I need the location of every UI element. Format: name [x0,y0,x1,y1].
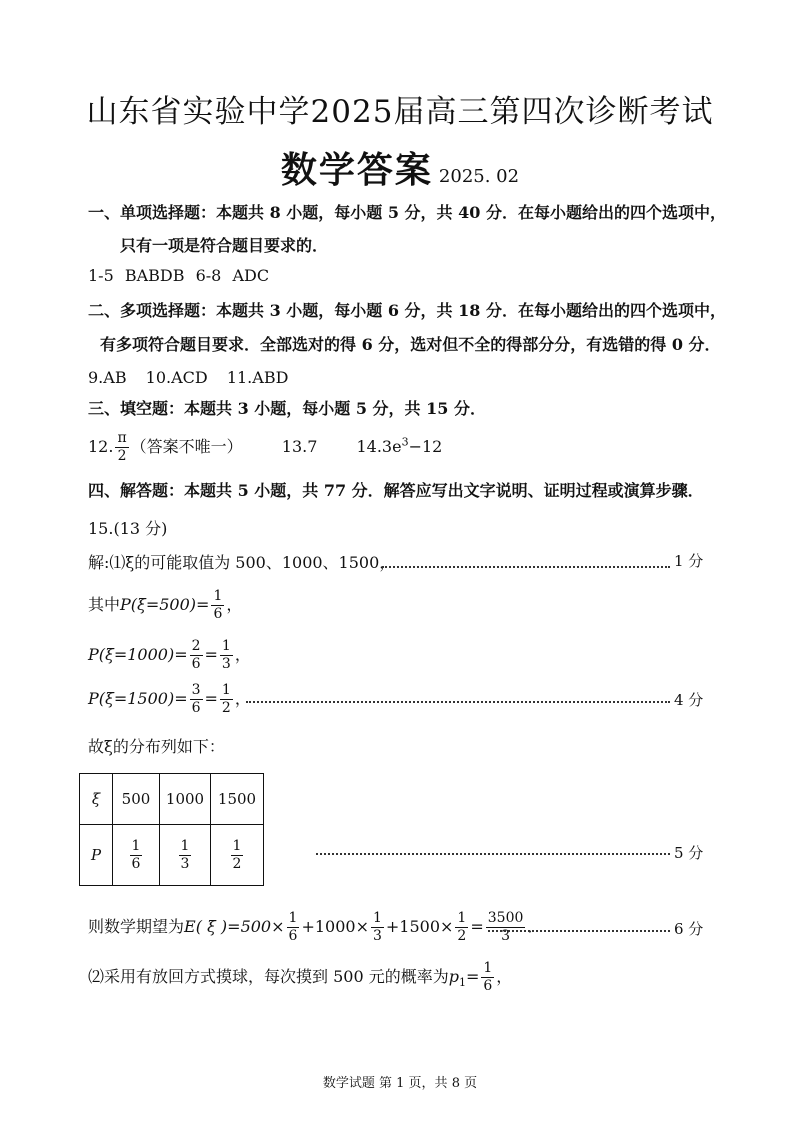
p1-frac [211,588,224,623]
section4-heading: 四、解答题：本题共 5 小题，共 77 分．解答应写出文字说明、证明过程或演算步骤． [88,481,704,500]
table-cell [160,825,211,886]
exp-prefix: 则数学期望为 [88,917,185,936]
distribution-table [79,773,264,886]
part2-sub: 1 [458,976,466,990]
table-cell: ξ [80,774,113,825]
p3-expr: P(ξ=1500)= [88,689,188,708]
q15-header: 15.(13 分) [88,519,168,538]
part2-expr: p [448,967,459,986]
part2-den: 6 [483,978,493,994]
p2-expr: P(ξ=1000)= [88,645,188,664]
part2-eq: = [465,967,480,986]
p2-frac-a [190,638,203,673]
table-row [80,825,264,886]
cell-num: 1 [180,837,190,854]
p2-num-a: 2 [191,638,201,654]
section2-answers: 9.AB 10.ACD 11.ABD [88,368,289,387]
table-cell: 1500 [211,774,264,825]
exp-result [486,910,526,945]
expectation-line [88,910,543,945]
p3-end: ， [234,689,251,708]
p2-eq: = [204,645,218,664]
score-2: 4 分 [674,691,704,709]
subtitle [0,142,800,193]
exp-frac-1 [287,910,300,945]
prob-1500 [88,682,251,717]
section1-heading: 一、单项选择题：本题共 8 小题，每小题 5 分，共 40 分．在每小题给出的四个选项中， [88,203,726,222]
part2-num: 1 [483,960,493,976]
cell-den: 2 [232,855,242,872]
section1-answers: 1-5 BABDB 6-8 ADC [88,266,270,285]
table-cell: 500 [113,774,160,825]
exp-expr: E( ξ )=500× [184,917,285,936]
p1-expr: P(ξ=500)= [120,595,210,614]
p2-frac-b [220,638,233,673]
table-cell: 1000 [160,774,211,825]
p2-den-b: 3 [221,656,231,672]
q12-note: （答案不唯一） [130,437,243,456]
p3-frac-a [190,682,203,717]
exp-result-den: 3 [501,928,511,944]
q13-answer: 13.7 [281,437,318,456]
part2-frac [481,960,494,995]
cell-num: 1 [131,837,141,854]
p3-eq: = [204,689,218,708]
cell-frac [231,838,244,873]
exp-mid2: +1500× [385,917,454,936]
prob-1000 [88,638,251,673]
p3-den-b: 2 [221,700,231,716]
p3-num-a: 3 [191,682,201,698]
table-row [80,774,264,825]
exp-f1-den: 6 [288,928,298,944]
exp-result-num: 3500 [487,910,524,926]
exp-end: ． [527,917,544,936]
section3-heading: 三、填空题：本题共 3 小题，每小题 5 分，共 15 分． [88,399,486,418]
page-footer: 数学试题 第 1 页，共 8 页 [322,1076,478,1091]
leader-dots-3 [316,853,670,855]
dist-intro: 故ξ的分布列如下： [88,737,225,756]
exp-f3-den: 2 [457,928,467,944]
q14-answer [356,437,442,456]
cell-frac [130,838,143,873]
exp-mid1: +1000× [301,917,369,936]
leader-dots-1 [382,566,670,568]
score-3: 5 分 [674,844,704,862]
part2-text: ⑵采用有放回方式摸球，每次摸到 500 元的概率为 [88,967,449,986]
score-4: 6 分 [674,920,704,938]
section2-heading2: 有多项符合题目要求．全部选对的得 6 分，选对但不全的得部分分，有选错的得 0 分． [100,335,721,354]
q14-suffix: −12 [408,437,443,456]
leader-dots-2 [246,701,670,703]
p2-end: ， [234,645,251,664]
q12-num: π [117,430,127,446]
section1-heading2: 只有一项是符合题目要求的． [120,236,329,255]
p3-num-b: 1 [221,682,231,698]
table-cell [113,825,160,886]
p2-num-b: 1 [221,638,231,654]
part2-end: ， [496,967,513,986]
exp-eq: = [470,917,484,936]
p1-den: 6 [213,606,223,622]
exp-frac-2 [371,910,384,945]
cell-den: 3 [180,855,190,872]
exp-f2-num: 1 [372,910,382,926]
q12-den: 2 [117,448,127,464]
prob-500 [88,588,242,623]
part2-line [88,960,512,995]
q15-line1: 解:⑴ξ的可能取值为 500、1000、1500， [88,553,396,572]
p3-frac-b [220,682,233,717]
score-1: 1 分 [674,552,704,570]
leader-dots-4 [488,930,670,932]
page-title: 山东省实验中学2025届高三第四次诊断考试 [86,94,714,130]
cell-den: 6 [131,855,141,872]
subject-title: 数学答案 [280,149,433,191]
p1-num: 1 [213,588,223,604]
p1-prefix: 其中 [88,595,121,614]
exp-frac-3 [455,910,468,945]
q14-prefix: 14.3e [356,437,402,456]
table-cell [211,825,264,886]
q14-sup: 3 [401,435,409,449]
exp-f3-num: 1 [457,910,467,926]
exp-f1-num: 1 [288,910,298,926]
section3-answers [88,430,442,465]
q12-fraction [115,430,128,465]
exam-date: 2025. 02 [438,166,520,187]
p3-den-a: 6 [191,700,201,716]
exp-f2-den: 3 [372,928,382,944]
section2-heading: 二、多项选择题：本题共 3 小题，每小题 6 分，共 18 分．在每小题给出的四个选项中， [88,301,726,320]
p2-den-a: 6 [191,656,201,672]
p1-end: ， [226,595,243,614]
q12-prefix: 12. [88,437,114,456]
table-cell: P [80,825,113,886]
cell-num: 1 [232,837,242,854]
cell-frac [179,838,192,873]
